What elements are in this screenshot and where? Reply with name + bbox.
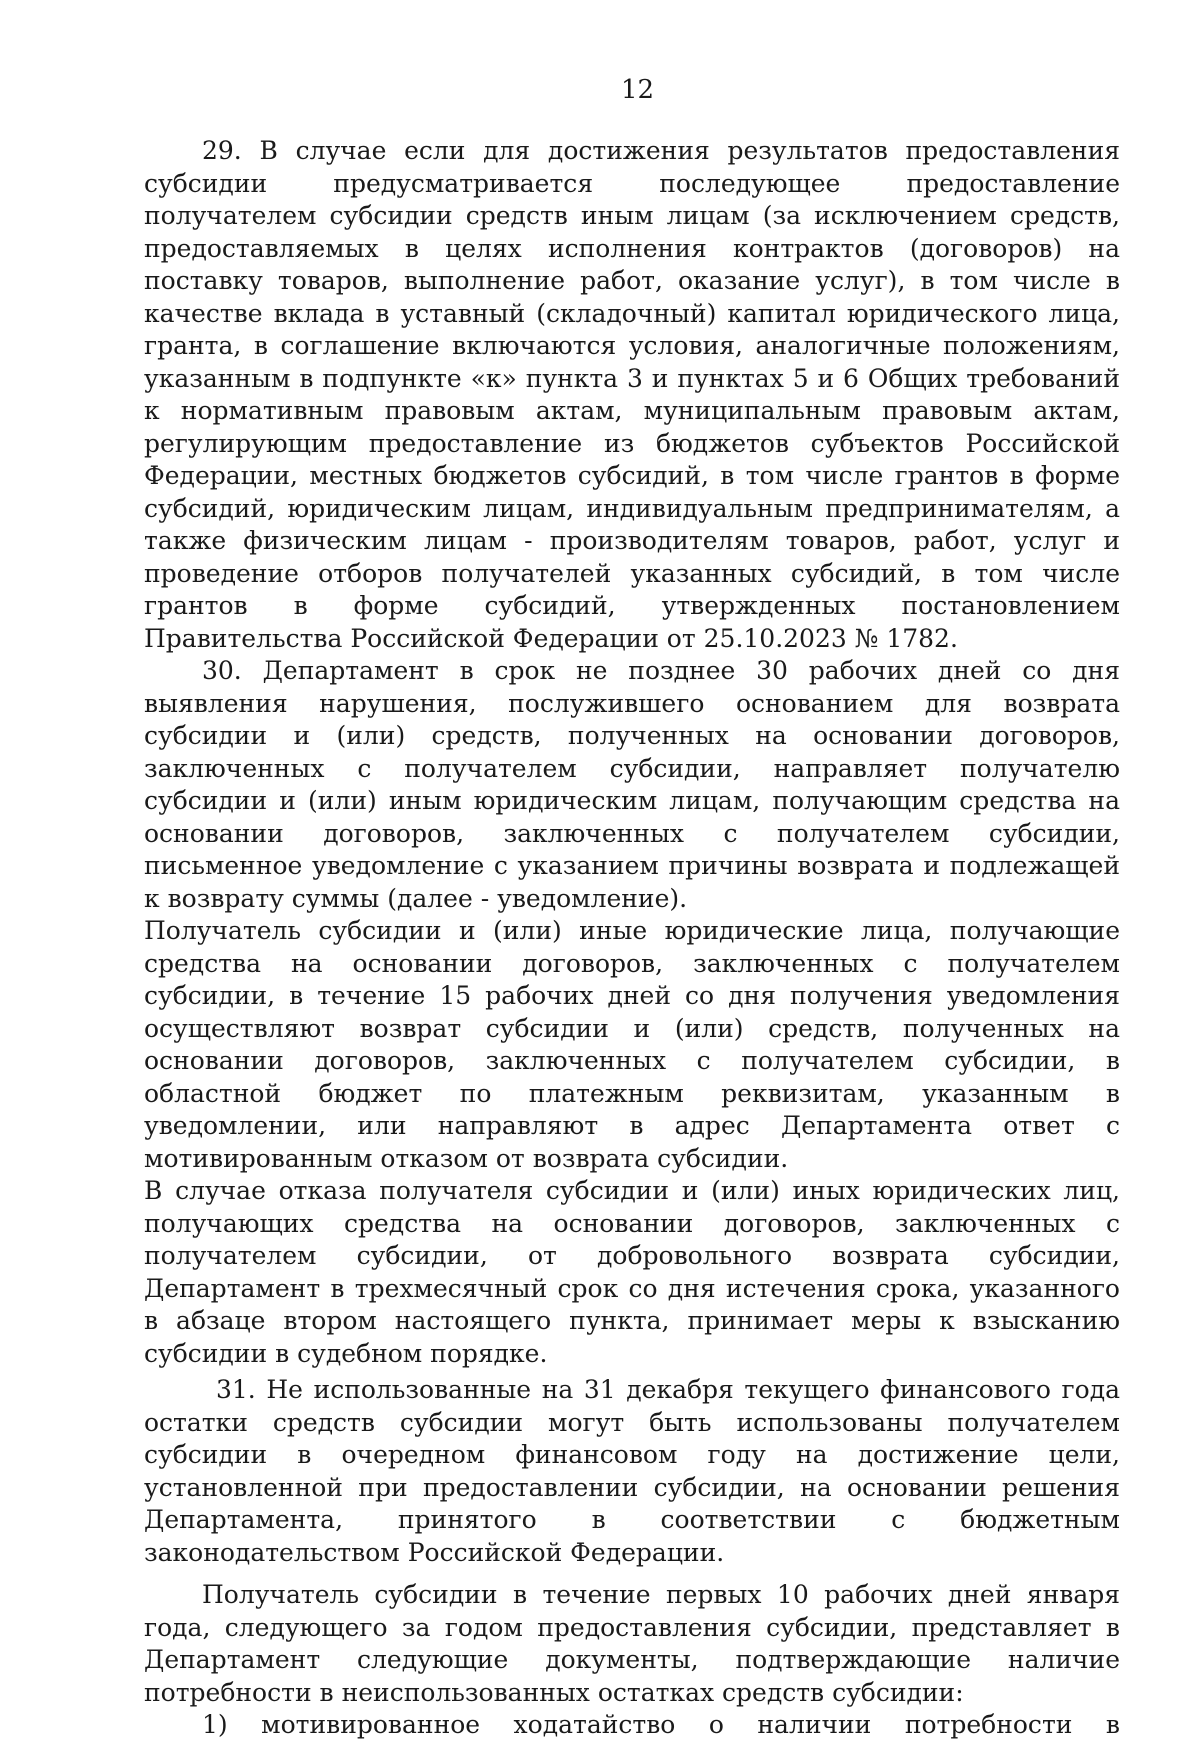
document-body xyxy=(144,135,1120,1742)
page-number: 12 xyxy=(620,75,655,105)
paragraph-30: 30. Департамент в срок не позднее 30 рабочих дней со дня выявления нарушения, послужившего основанием для возврата субсидии и (или) средств, полученных на основании договоров, заключенных с получателем субсидии, направляет получателю субсидии и (или) иным юридическим лицам, получающим средства на основании договоров, заключенных с получателем субсидии, письменное уведомление с указанием причины возврата и подлежащей к возврату суммы (далее - уведомление). xyxy=(144,656,1120,913)
paragraph-30-third: В случае отказа получателя субсидии и (или) иных юридических лиц, получающих средства на основании договоров, заключенных с получателем субсидии, от добровольного возврата субсидии, Департамент в трехмесячный срок со дня истечения срока, указанного в абзаце втором настоящего пункта, принимает меры к взысканию субсидии в судебном порядке. xyxy=(144,1176,1120,1368)
list-item-1: 1) мотивированное ходатайство о наличии потребности в xyxy=(202,1710,1120,1739)
paragraph-30-second: Получатель субсидии и (или) иные юридические лица, получающие средства на основании договоров, заключенных с получателем субсидии, в течение 15 рабочих дней со дня получения уведомления осуществляют возврат субсидии и (или) средств, полученных на основании договоров, заключенных с получателем субсидии, в областной бюджет по платежным реквизитам, указанным в уведомлении, или направляют в адрес Департамента ответ с мотивированным отказом от возврата субсидии. xyxy=(144,916,1120,1173)
paragraph-29: 29. В случае если для достижения результатов предоставления субсидии предусматривается последующее предоставление получателем субсидии средств иным лицам (за исключением средств, предоставляемых в целях исполнения контрактов (договоров) на поставку товаров, выполнение работ, оказание услуг), в том числе в качестве вклада в уставный (складочный) капитал юридического лица, гранта, в соглашение включаются условия, аналогичные положениям, указанным в подпункте «к» пункта 3 и пунктах 5 и 6 Общих требований к нормативным правовым актам, муниципальным правовым актам, регулирующим предоставление из бюджетов субъектов Российской Федерации, местных бюджетов субсидий, в том числе грантов в форме субсидий, юридическим лицам, индивидуальным предпринимателям, а также физическим лицам - производителям товаров, работ, услуг и проведение отборов получателей указанных субсидий, в том числе грантов в форме субсидий, утвержденных постановлением Правительства Российской Федерации от 25.10.2023 № 1782. xyxy=(144,136,1120,653)
paragraph-31-second: Получатель субсидии в течение первых 10 рабочих дней января года, следующего за годом предоставления субсидии, представляет в Департамент следующие документы, подтверждающие наличие потребности в неиспользованных остатках средств субсидии: xyxy=(144,1580,1120,1707)
paragraph-31: 31. Не использованные на 31 декабря текущего финансового года остатки средств субсидии могут быть использованы получателем субсидии в очередном финансовом году на достижение цели, установленной при предоставлении субсидии, на основании решения Департамента, принятого в соответствии с бюджетным законодательством Российской Федерации. xyxy=(144,1375,1120,1567)
